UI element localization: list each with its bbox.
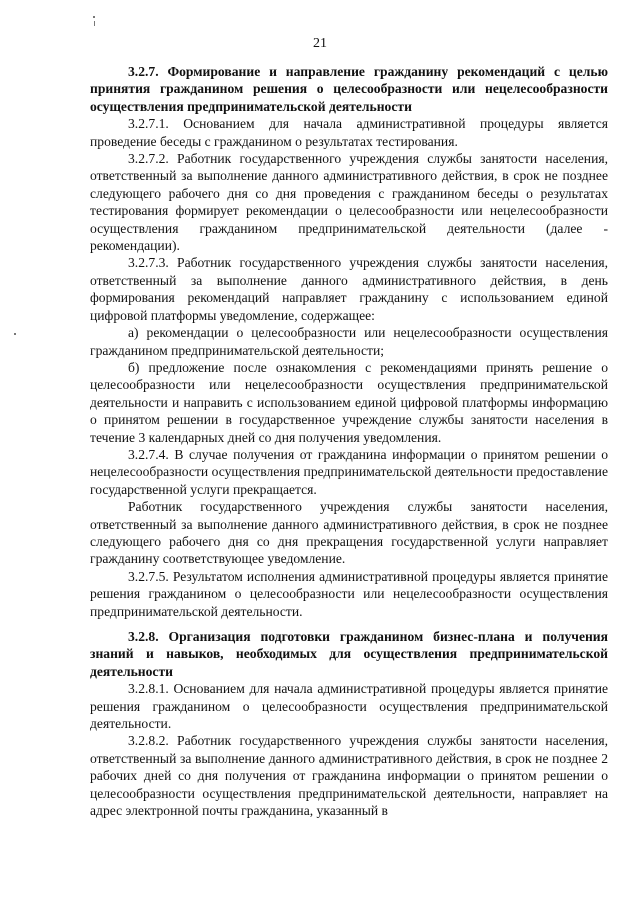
paragraph-3-2-7-5: 3.2.7.5. Результатом исполнения административной процедуры является принятие решения гражданином о целесообразности или нецелесообразности осуществления предпринимательской деятельности.: [90, 568, 608, 619]
paragraph-3-2-8-2: 3.2.8.2. Работник государственного учреждения службы занятости населения, ответственный за выполнение данного административного действия, в срок не позднее 2 рабочих дней со дня получения от гражданина информации о принятом решении о целесообразности осуществления предпринимательской деятельности, направляет на адрес электронной почты гражданина, указанный в: [90, 733, 608, 819]
paragraph-3-2-7-2: 3.2.7.2. Работник государственного учреждения службы занятости населения, ответственный за выполнение данного административного действия, в срок не позднее следующего рабочего дня со дня проведения с гражданином беседы о результатах тестирования формирует рекомендации о целесообразности или нецелесообразности осуществления гражданином предпринимательской деятельности (далее - рекомендации).: [90, 151, 608, 254]
list-item-b: б) предложение после ознакомления с рекомендациями принять решение о целесообразности или нецелесообразности осуществления предпринимательской деятельности и направить с использованием единой цифровой платформы информацию о принятом решении в государственное учреждение службы занятости населения в течение 3 календарных дней со дня получения уведомления.: [90, 359, 608, 445]
scan-speck: [94, 21, 95, 26]
paragraph-3-2-7-3: 3.2.7.3. Работник государственного учреждения службы занятости населения, ответственный за выполнение данного административного действия, в день формирования рекомендаций направляет гражданину с использованием единой цифровой платформы уведомление, содержащее:: [90, 255, 608, 323]
list-item-a: а) рекомендации о целесообразности или нецелесообразности осуществления гражданином предпринимательской деятельности;: [90, 325, 608, 358]
paragraph-3-2-8-1: 3.2.8.1. Основанием для начала административной процедуры является принятие решения гражданином о целесообразности осуществления предпринимательской деятельности.: [90, 681, 608, 732]
section-heading-3-2-7: 3.2.7. Формирование и направление гражданину рекомендаций с целью принятия гражданином решения о целесообразности или нецелесообразности осуществления предпринимательской деятельности: [90, 64, 608, 114]
paragraph-3-2-7-4: 3.2.7.4. В случае получения от гражданина информации о принятом решении о нецелесообразности осуществления предпринимательской деятельности предоставление государственной услуги прекращается.: [90, 446, 608, 497]
paragraph-3-2-7-1: 3.2.7.1. Основанием для начала административной процедуры является проведение беседы с гражданином о результатах тестирования.: [90, 116, 608, 149]
scan-speck: [93, 16, 95, 18]
section-heading-3-2-8: 3.2.8. Организация подготовки гражданином бизнес-плана и получения знаний и навыков, необходимых для осуществления предпринимательской деятельности: [90, 629, 608, 679]
paragraph-notification: Работник государственного учреждения службы занятости населения, ответственный за выполнение данного административного действия, в срок не позднее следующего рабочего дня со дня прекращения государственной услуги направляет гражданину соответствующее уведомление.: [90, 499, 608, 567]
document-body: [90, 63, 608, 819]
scan-speck: [14, 333, 16, 335]
page-number: 21: [313, 36, 327, 51]
